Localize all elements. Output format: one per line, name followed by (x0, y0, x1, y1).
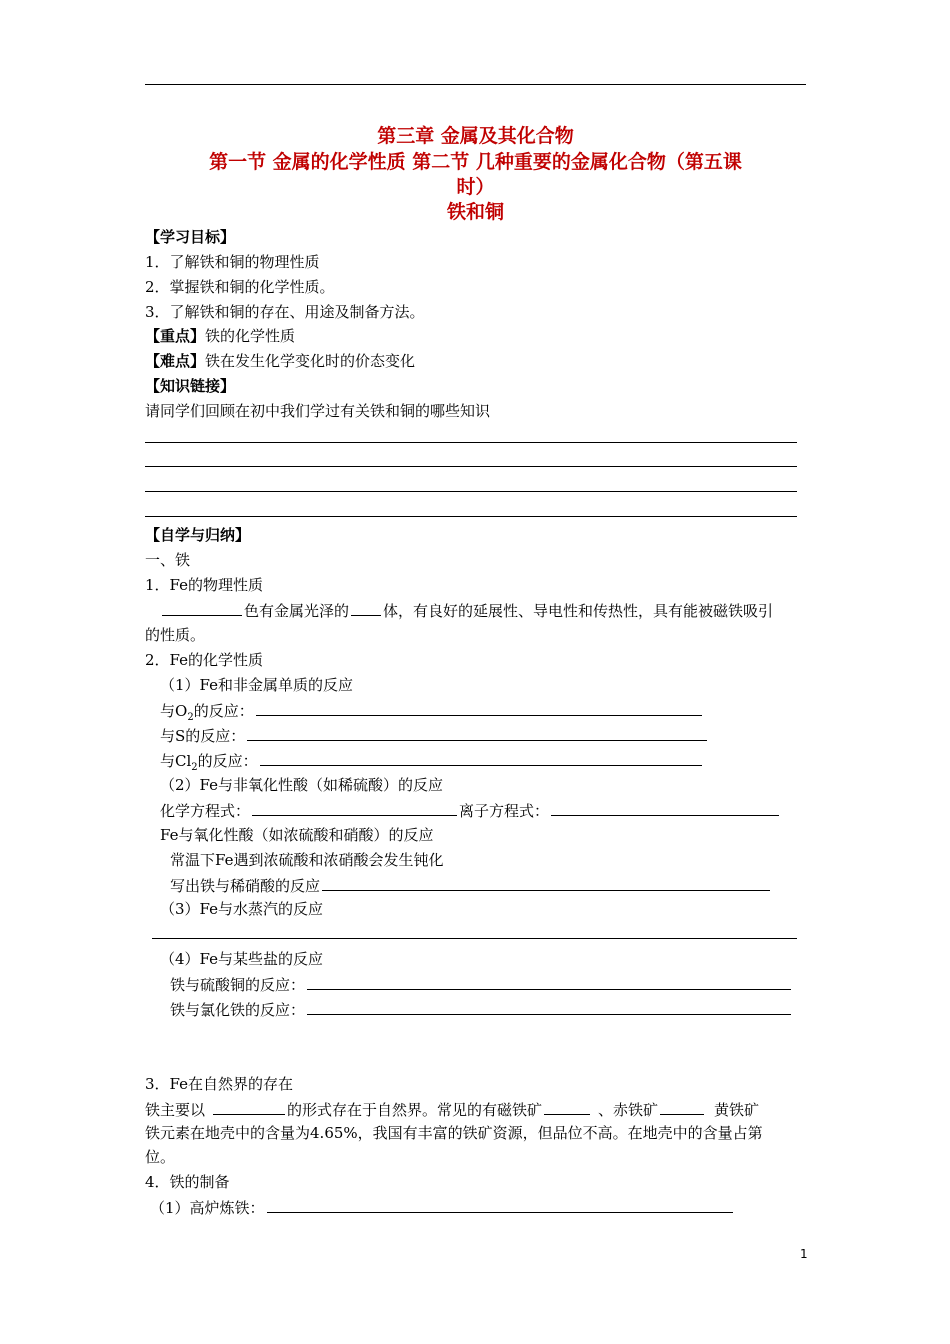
nature-text-a: 铁主要以 (145, 1101, 206, 1119)
key-label: 【重点】 (145, 327, 206, 345)
answer-line[interactable] (145, 466, 797, 467)
acid-heading: （2）Fe与非氧化性酸（如稀硫酸）的反应 (160, 776, 444, 794)
s-label: 与S的反应： (160, 727, 246, 745)
ion-eq-label: 离子方程式： (459, 802, 550, 820)
chem-eq-label: 化学方程式： (160, 802, 251, 820)
cuso4-label: 铁与硫酸铜的反应： (170, 976, 306, 994)
nitric-label: 写出铁与稀硝酸的反应 (170, 877, 321, 895)
steam-heading: （3）Fe与水蒸汽的反应 (160, 900, 324, 918)
o2-subscript: 2 (187, 712, 194, 723)
crust-line: 铁元素在地壳中的含量为4.65%，我国有丰富的铁矿资源，但品位不高。在地壳中的含量占第 (145, 1124, 763, 1142)
nitric-reaction (170, 874, 772, 897)
difficulty-label: 【难点】 (145, 352, 206, 370)
cl2-label-suffix: 的反应： (197, 752, 258, 770)
furnace-label: （1）高炉炼铁： (150, 1199, 265, 1217)
cl2-subscript: 2 (191, 762, 198, 773)
cl2-label: 与Cl (160, 752, 192, 770)
answer-blank[interactable] (252, 799, 457, 816)
nature-text-d: 黄铁矿 (714, 1101, 760, 1119)
fill-blank[interactable] (544, 1098, 590, 1115)
key-text: 铁的化学性质 (205, 327, 296, 345)
o2-label: 与O (160, 702, 188, 720)
furnace-line (150, 1196, 735, 1219)
chapter-title: 第三章 金属及其化合物 (377, 125, 574, 147)
answer-blank[interactable] (256, 699, 702, 716)
answer-blank[interactable] (307, 973, 791, 990)
answer-line[interactable] (152, 938, 797, 939)
nature-line (145, 1098, 759, 1121)
section-title: 第一节 金属的化学性质 第二节 几种重要的金属化合物（第五课 (209, 151, 742, 173)
salts-heading: （4）Fe与某些盐的反应 (160, 950, 324, 968)
nature-text-c: 、赤铁矿 (598, 1101, 659, 1119)
answer-blank[interactable] (322, 874, 770, 891)
link-prompt: 请同学们回顾在初中我们学过有关铁和铜的哪些知识 (145, 402, 491, 420)
crust-line-cont: 位。 (145, 1148, 176, 1166)
fecl3-reaction (170, 998, 793, 1021)
ox-acid-heading: Fe与氧化性酸（如浓硫酸和硝酸）的反应 (160, 826, 434, 844)
iron-heading: 一、铁 (145, 551, 191, 569)
chemical-title: 2．Fe的化学性质 (145, 651, 264, 669)
s-reaction (160, 724, 709, 747)
answer-blank[interactable] (247, 724, 707, 741)
o2-label-suffix: 的反应： (193, 702, 254, 720)
topic-title: 铁和铜 (446, 201, 504, 223)
answer-line[interactable] (145, 516, 797, 517)
self-study-heading: 【自学与归纳】 (145, 526, 251, 544)
difficulty-point (145, 350, 415, 372)
goal-item: 3．了解铁和铜的存在、用途及制备方法。 (145, 303, 425, 321)
goals-heading: 【学习目标】 (145, 228, 236, 246)
key-point (145, 325, 295, 347)
answer-blank[interactable] (307, 998, 791, 1015)
nature-title: 3．Fe在自然界的存在 (145, 1075, 294, 1093)
answer-blank[interactable] (267, 1196, 733, 1213)
nonmetal-heading: （1）Fe和非金属单质的反应 (160, 676, 354, 694)
physical-line-cont: 的性质。 (145, 626, 206, 644)
answer-line[interactable] (145, 491, 797, 492)
fill-blank[interactable] (351, 599, 381, 616)
physical-text-b: 体，有良好的延展性、导电性和传热性，具有能被磁铁吸引 (383, 602, 774, 620)
goal-item: 2．掌握铁和铜的化学性质。 (145, 278, 335, 296)
physical-title: 1．Fe的物理性质 (145, 576, 264, 594)
goal-item: 1．了解铁和铜的物理性质 (145, 253, 320, 271)
physical-line (160, 599, 773, 622)
answer-blank[interactable] (260, 749, 702, 766)
link-heading: 【知识链接】 (145, 377, 236, 395)
physical-text-a: 色有金属光泽的 (244, 602, 350, 620)
nature-text-b: 的形式存在于自然界。常见的有磁铁矿 (287, 1101, 543, 1119)
fill-blank[interactable] (660, 1098, 704, 1115)
fecl3-label: 铁与氯化铁的反应： (170, 1001, 306, 1019)
answer-line[interactable] (145, 442, 797, 443)
header-rule (145, 84, 806, 85)
passivation-note: 常温下Fe遇到浓硫酸和浓硝酸会发生钝化 (170, 851, 444, 869)
fill-blank[interactable] (162, 599, 242, 616)
answer-blank[interactable] (551, 799, 779, 816)
page-number: 1 (800, 1247, 808, 1261)
difficulty-text: 铁在发生化学变化时的价态变化 (205, 352, 416, 370)
acid-equations (160, 799, 781, 822)
cuso4-reaction (170, 973, 793, 996)
prep-title: 4．铁的制备 (145, 1173, 230, 1191)
section-title-cont: 时） (456, 176, 495, 198)
fill-blank[interactable] (213, 1098, 285, 1115)
